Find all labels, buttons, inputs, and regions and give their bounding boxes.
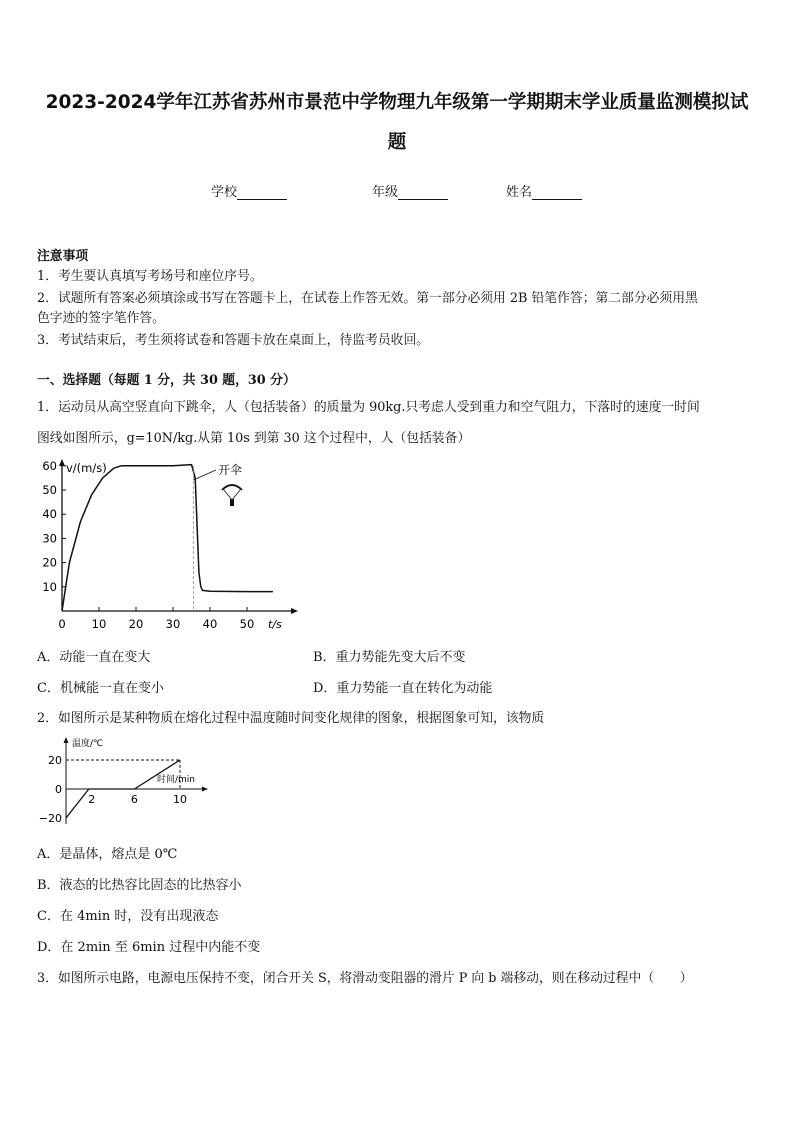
notice-item: 色字迹的签字笔作答。 (37, 311, 165, 326)
exam-title-line1: 2023-2024学年江苏省苏州市景范中学物理九年级第一学期期末学业质量监测模拟试 (45, 92, 749, 113)
q1-text-line2: 图线如图所示，g=10N/kg.从第 10s 到第 30 这个过程中，人（包括装备） (37, 431, 471, 446)
y-tick-label: 10 (42, 579, 57, 594)
velocity-time-chart (36, 458, 298, 636)
x-tick-label: 20 (128, 617, 144, 631)
x-tick-label: 40 (202, 617, 218, 631)
x-tick-label: 0 (58, 617, 66, 631)
temperature-time-chart (36, 734, 211, 830)
school-blank[interactable] (237, 187, 287, 200)
exam-title-line2: 题 (387, 132, 407, 153)
y-axis-arrow (59, 459, 65, 466)
notice-item: 3．考试结束后，考生须将试卷和答题卡放在桌面上，待监考员收回。 (37, 333, 430, 348)
school-label: 学校 (211, 185, 238, 200)
y-tick-label: 40 (42, 507, 57, 522)
q3-text: 3．如图所示电路，电源电压保持不变，闭合开关 S，将滑动变阻器的滑片 P 向 b 端移动，则在移动过程中（ ） (37, 971, 693, 986)
q1-option-b[interactable]: B．重力势能先变大后不变 (313, 650, 466, 665)
velocity-curve (62, 465, 273, 611)
annotation-leader (193, 470, 216, 480)
q1-option-d[interactable]: D．重力势能一直在转化为动能 (313, 681, 493, 696)
name-blank[interactable] (532, 187, 582, 200)
q2-text: 2．如图所示是某种物质在熔化过程中温度随时间变化规律的图象，根据图象可知，该物质 (37, 711, 545, 726)
y-tick-label: 50 (42, 483, 57, 497)
x-tick-label: 50 (239, 617, 255, 631)
parachutist-icon (230, 499, 234, 506)
x-tick-label: 10 (173, 793, 187, 806)
y-axis-label: v/(m/s) (66, 461, 107, 475)
x-axis-arrow (202, 787, 208, 792)
name-label: 姓名 (506, 185, 533, 200)
notice-item: 2．试题所有答案必须填涂或书写在答题卡上，在试卷上作答无效。第一部分必须用 2B 铅笔作答；第二部分必须用黑 (37, 291, 698, 306)
x-tick-label: 2 (88, 793, 96, 806)
x-axis-label: 时间/min (157, 775, 196, 785)
y-tick-label: 20 (48, 754, 62, 767)
y-axis-arrow (64, 737, 69, 743)
grade-blank[interactable] (398, 187, 448, 200)
y-tick-label: 0 (55, 783, 62, 796)
q1-option-a[interactable]: A．动能一直在变大 (37, 650, 151, 665)
parachute-lines (224, 490, 240, 500)
y-tick-label: 20 (42, 555, 57, 570)
x-axis-label: t/s (268, 618, 282, 631)
name-field[interactable] (506, 181, 582, 200)
q2-option-a[interactable]: A．是晶体，熔点是 0℃ (37, 847, 178, 862)
y-tick-label: 30 (42, 531, 57, 546)
x-tick-label: 10 (91, 617, 107, 631)
y-axis-label: 温度/℃ (72, 739, 104, 749)
x-axis-arrow (291, 608, 298, 614)
x-tick-label: 6 (130, 793, 138, 806)
parachute-icon (222, 485, 242, 490)
q2-option-d[interactable]: D．在 2min 至 6min 过程中内能不变 (37, 940, 261, 955)
notice-item: 1．考生要认真填写考场号和座位序号。 (37, 269, 263, 284)
school-field[interactable] (211, 181, 287, 200)
q1-option-c[interactable]: C．机械能一直在变小 (37, 681, 164, 696)
y-tick-label: 60 (42, 458, 57, 473)
x-tick-label: 30 (165, 617, 181, 631)
annotation-label: 开伞 (218, 463, 243, 477)
grade-label: 年级 (372, 185, 399, 200)
q2-option-c[interactable]: C．在 4min 时，没有出现液态 (37, 909, 219, 924)
y-tick-label: −20 (38, 812, 62, 825)
q2-option-b[interactable]: B．液态的比热容比固态的比热容小 (37, 878, 242, 893)
notice-heading: 注意事项 (37, 249, 89, 264)
grade-field[interactable] (372, 181, 448, 200)
q1-text-line1: 1．运动员从高空竖直向下跳伞，人（包括装备）的质量为 90kg.只考虑人受到重力和空气阻力，下落时的速度一时间 (37, 400, 700, 415)
section-title: 一、选择题（每题 1 分，共 30 题，30 分） (37, 373, 296, 388)
